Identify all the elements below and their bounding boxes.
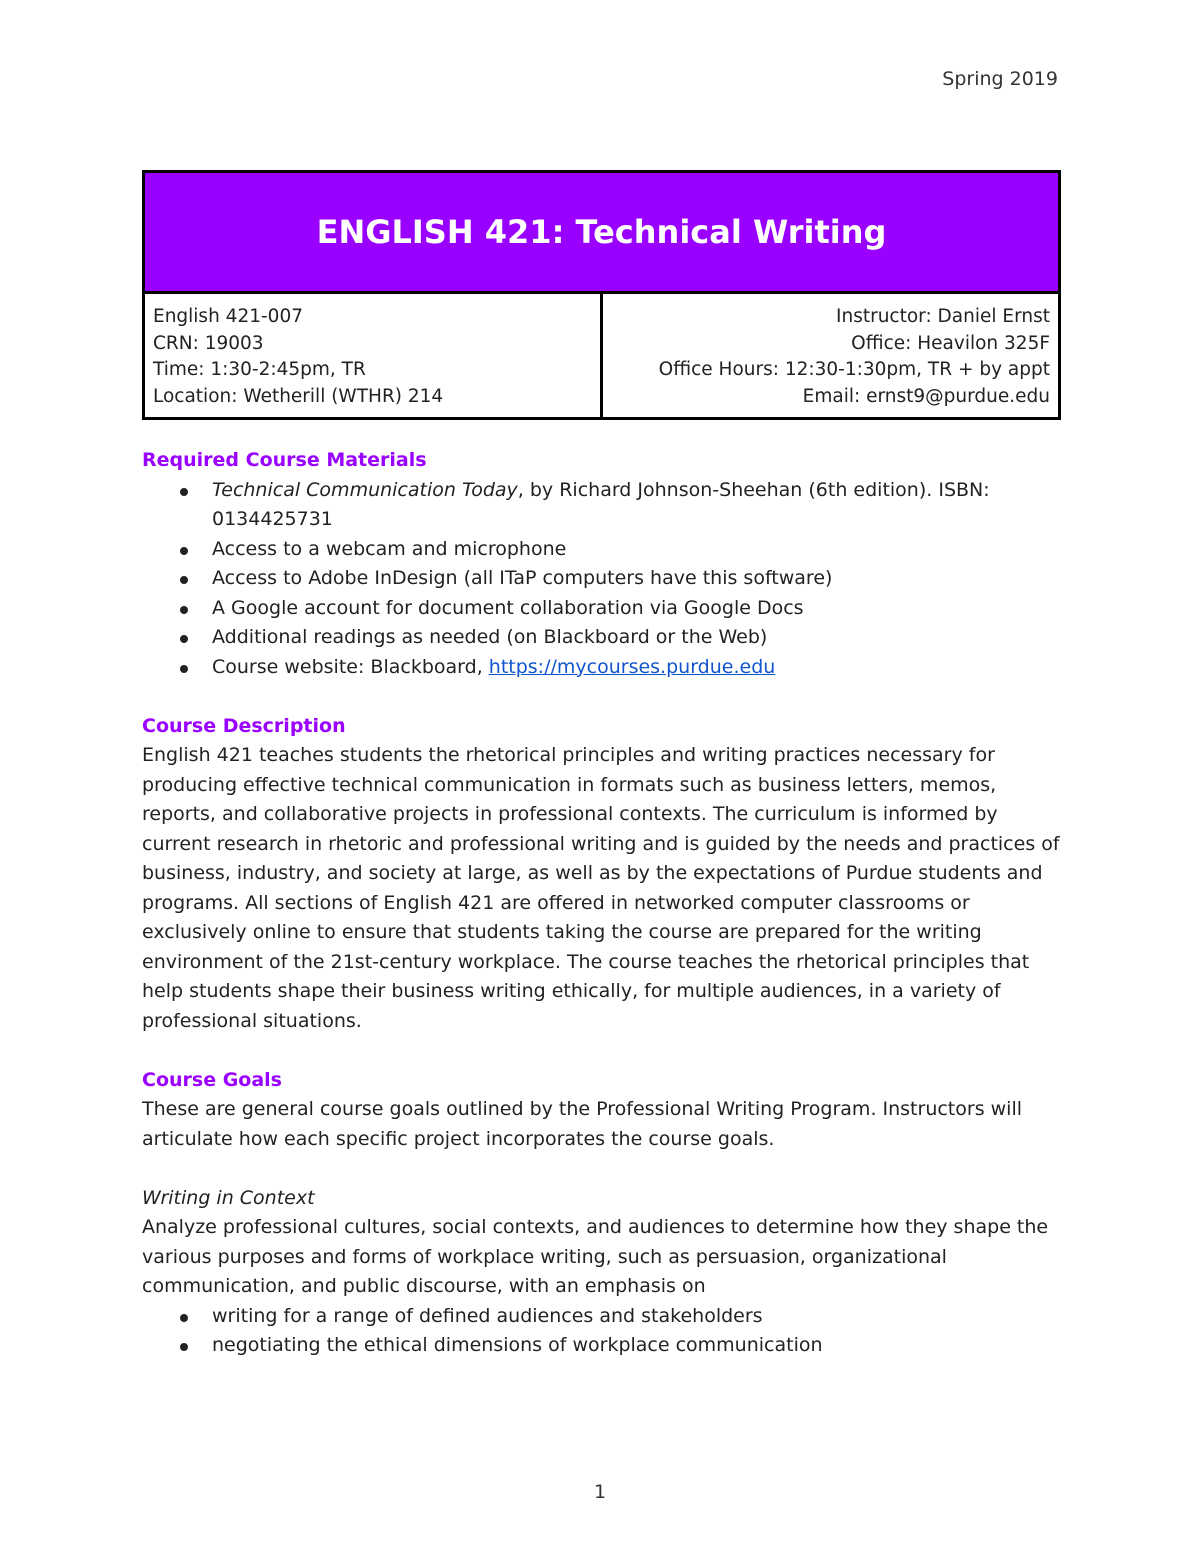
blackboard-link[interactable]: https://mycourses.purdue.edu [488,655,776,678]
instructor-details-cell [603,294,1058,417]
course-info-table [142,170,1061,420]
materials-list [142,476,1062,683]
spacer [142,1036,1062,1066]
syllabus-body [142,446,1062,1361]
crn: CRN: 19003 [153,332,264,354]
goals-heading: Course Goals [142,1068,282,1091]
term-label: Spring 2019 [942,68,1058,90]
list-item: A Google account for document collaboration via Google Docs [142,594,1062,624]
goals-sub-body: Analyze professional cultures, social contexts, and audiences to determine how they shape the various purposes and forms of workplace writing, such as persuasion, organizational communication, and public discourse, with an emphasis on [142,1216,1049,1297]
goals-body: These are general course goals outlined by the Professional Writing Program. Instructors will articulate how each specific project incorporates the course goals. [142,1098,1023,1150]
list-item: Additional readings as needed (on Blackboard or the Web) [142,623,1062,653]
course-info-row [145,294,1058,417]
list-item [142,476,1062,535]
spacer [142,1154,1062,1184]
goals-list [142,1302,1062,1361]
writing-in-context-title: Writing in Context [142,1186,315,1209]
materials-heading: Required Course Materials [142,449,427,471]
instructor-office: Office: Heavilon 325F [851,332,1050,354]
textbook-title: Technical Communication Today [212,478,518,501]
list-item: Access to Adobe InDesign (all ITaP computers have this software) [142,564,1062,594]
goals-subheading [142,1184,1062,1214]
list-item: negotiating the ethical dimensions of workplace communication [142,1331,1062,1361]
instructor-name: Instructor: Daniel Ernst [836,306,1050,327]
instructor-email: Email: ernst9@purdue.edu [802,385,1050,407]
page-number: 1 [593,1481,607,1503]
section-number: English 421-007 [153,306,303,327]
description-heading: Course Description [142,714,346,737]
course-title: ENGLISH 421: Technical Writing [145,173,1058,294]
list-item [142,653,1062,683]
textbook-details: , by Richard Johnson-Sheehan (6th edition). ISBN: 0134425731 [212,478,990,530]
website-prefix: Course website: Blackboard, [212,655,489,678]
office-hours: Office Hours: 12:30-1:30pm, TR + by appt [658,359,1050,380]
class-time: Time: 1:30-2:45pm, TR [153,359,366,380]
list-item: Access to a webcam and microphone [142,535,1062,565]
class-location: Location: Wetherill (WTHR) 214 [153,385,444,407]
spacer [142,682,1062,712]
description-body: English 421 teaches students the rhetorical principles and writing practices necessary for producing effective technical communication in formats such as business letters, memos, reports, and collaborative projects in professional contexts. The curriculum is informed by current research in rhetoric and professional writing and is guided by the needs and practices of business, industry, and society at large, as well as by the expectations of Purdue students and programs. All sections of English 421 are offered in networked computer classrooms or exclusively online to ensure that students taking the course are prepared for the writing environment of the 21st-century workplace. The course teaches the rhetorical principles that help students shape their business writing ethically, for multiple audiences, in a variety of professional situations. [142,744,1060,1032]
section-details-cell [145,294,603,417]
list-item: writing for a range of defined audiences and stakeholders [142,1302,1062,1332]
